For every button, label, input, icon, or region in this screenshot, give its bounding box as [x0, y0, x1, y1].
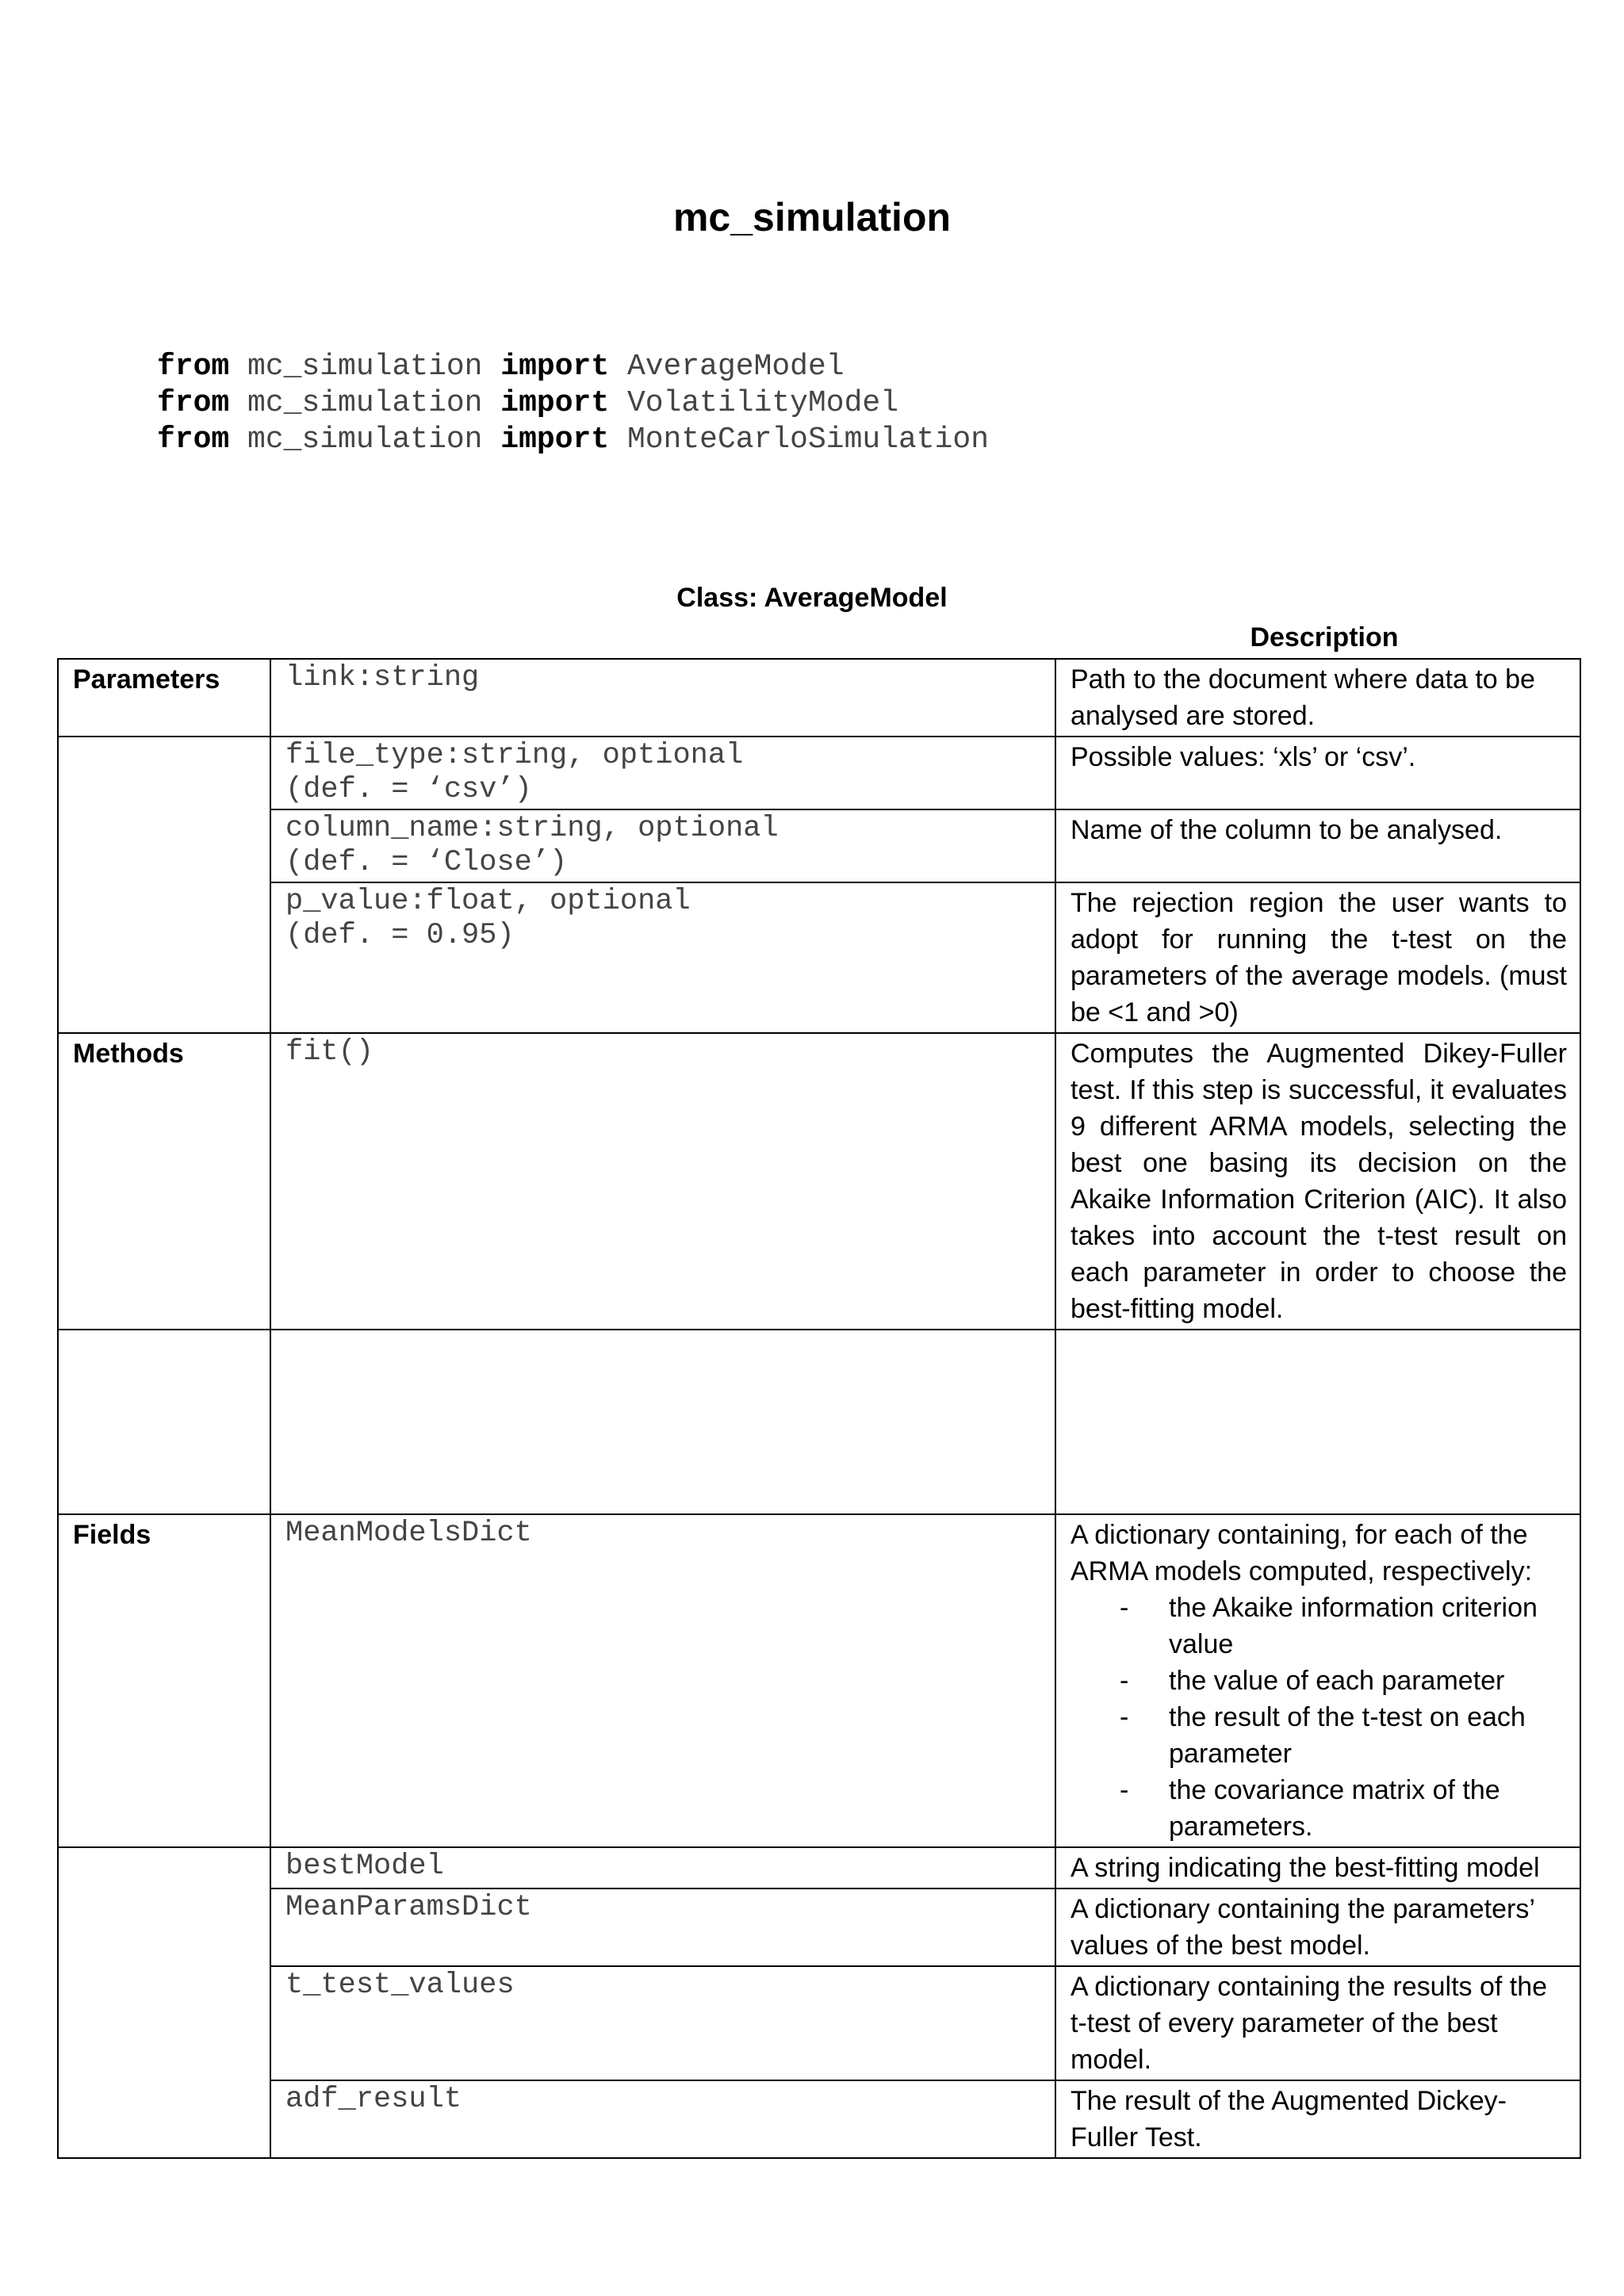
section-label-methods: Methods: [58, 1033, 270, 1330]
page-title: mc_simulation: [672, 195, 952, 239]
bullet-list: [1071, 1590, 1567, 1845]
list-item: - the covariance matrix of the parameters.: [1071, 1772, 1567, 1845]
import-line: [157, 349, 989, 385]
import-line: [157, 422, 989, 458]
from-keyword: from: [157, 423, 230, 457]
empty-label-cell: [58, 1847, 270, 2158]
param-name: file_type:string, optional (def. = ‘csv’): [270, 737, 1055, 809]
module-name: mc_simulation: [247, 423, 483, 457]
table-row: [58, 1330, 1580, 1514]
class-name: AverageModel: [626, 350, 845, 384]
module-name: mc_simulation: [247, 350, 483, 384]
method-name: fit(): [270, 1033, 1055, 1330]
param-name: link:string: [270, 659, 1055, 737]
table-row: [58, 2080, 1580, 2158]
table-row: [58, 1966, 1580, 2080]
table-row: [58, 1514, 1580, 1847]
empty-cell: [58, 1330, 270, 1514]
table-row: [58, 1847, 1580, 1888]
import-statements: [157, 349, 989, 458]
table-row: [58, 737, 1580, 809]
class-name: VolatilityModel: [626, 386, 898, 420]
from-keyword: from: [157, 350, 230, 384]
table-row: [58, 809, 1580, 882]
param-name: column_name:string, optional (def. = ‘Close’): [270, 809, 1055, 882]
module-name: mc_simulation: [247, 386, 483, 420]
import-keyword: import: [500, 423, 610, 457]
param-name: p_value:float, optional (def. = 0.95): [270, 882, 1055, 1033]
class-title: Class: AverageModel: [676, 583, 948, 613]
table-row: [58, 882, 1580, 1033]
field-description: A dictionary containing the parameters’ values of the best model.: [1055, 1888, 1580, 1966]
table-row: [58, 659, 1580, 737]
section-label-parameters: Parameters: [58, 659, 270, 737]
import-keyword: import: [500, 350, 610, 384]
param-description: The rejection region the user wants to adopt for running the t-test on the parameters of the average models. (must be <1 and >0): [1055, 882, 1580, 1033]
table-row: [58, 1888, 1580, 1966]
param-description: Name of the column to be analysed.: [1055, 809, 1580, 882]
section-label-fields: Fields: [58, 1514, 270, 1847]
description-column-header: Description: [1250, 622, 1399, 652]
param-description: Path to the document where data to be analysed are stored.: [1055, 659, 1580, 737]
field-name: adf_result: [270, 2080, 1055, 2158]
field-description: [1055, 1514, 1580, 1847]
field-name: MeanParamsDict: [270, 1888, 1055, 1966]
from-keyword: from: [157, 386, 230, 420]
empty-cell: [270, 1330, 1055, 1514]
field-name: bestModel: [270, 1847, 1055, 1888]
field-description: A string indicating the best-fitting model: [1055, 1847, 1580, 1888]
param-description: Possible values: ‘xls’ or ‘csv’.: [1055, 737, 1580, 809]
class-name: MonteCarloSimulation: [626, 423, 990, 457]
table-row: [58, 1033, 1580, 1330]
import-keyword: import: [500, 386, 610, 420]
field-description: The result of the Augmented Dickey-Fuller Test.: [1055, 2080, 1580, 2158]
list-item: - the Akaike information criterion value: [1071, 1590, 1567, 1663]
empty-label-cell: [58, 737, 270, 1033]
field-name: MeanModelsDict: [270, 1514, 1055, 1847]
class-doc-table: [57, 658, 1581, 2159]
list-item: - the result of the t-test on each parameter: [1071, 1699, 1567, 1772]
field-description: A dictionary containing the results of the t-test of every parameter of the best model.: [1055, 1966, 1580, 2080]
method-description: Computes the Augmented Dikey-Fuller test. If this step is successful, it evaluates 9 different ARMA models, selecting the best one basing its decision on the Akaike Information Criterion (AIC). It also takes into account the t-test result on each parameter in order to choose the best-fitting model.: [1055, 1033, 1580, 1330]
field-name: t_test_values: [270, 1966, 1055, 2080]
import-line: [157, 385, 989, 422]
list-item: - the value of each parameter: [1071, 1663, 1567, 1699]
field-description-intro: A dictionary containing, for each of the ARMA models computed, respectively:: [1071, 1520, 1533, 1586]
empty-cell: [1055, 1330, 1580, 1514]
